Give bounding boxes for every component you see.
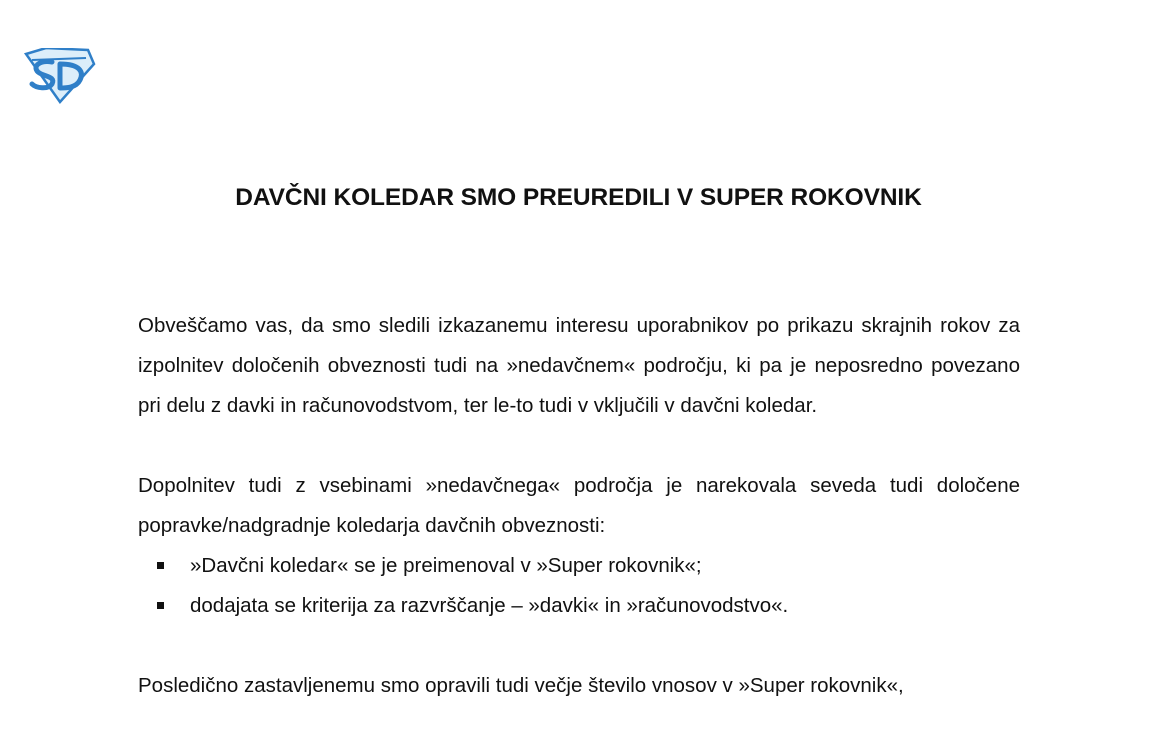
paragraph-supplement: Dopolnitev tudi z vsebinami »nedavčnega« področja je narekovala seveda tudi določene popravke/nadgradnje koledarja davčnih obveznosti: <box>138 474 1020 537</box>
list-item-text: dodajata se kriterija za razvrščanje – »davki« in »računovodstvo«. <box>190 594 789 617</box>
list-item <box>138 586 1020 626</box>
paragraph-consequence: Posledično zastavljenemu smo opravili tudi večje število vnosov v »Super rokovnik«, <box>138 674 904 697</box>
paragraph-intro: Obveščamo vas, da smo sledili izkazanemu interesu uporabnikov po prikazu skrajnih rokov za izpolnitev določenih obveznosti tudi na »nedavčnem« področju, ki pa je neposredno povezano pri delu z davki in računovodstvom, ter le-to tudi v vključili v davčni koledar. <box>138 314 1020 417</box>
list-item <box>138 546 1020 586</box>
bullet-square-icon <box>157 562 164 569</box>
list-item-text: »Davčni koledar« se je preimenoval v »Super rokovnik«; <box>190 554 702 577</box>
changes-list <box>138 546 1020 626</box>
company-logo-icon <box>22 48 96 104</box>
document-title: DAVČNI KOLEDAR SMO PREUREDILI V SUPER ROKOVNIK <box>235 184 922 211</box>
document-body <box>138 306 1020 706</box>
bullet-square-icon <box>157 602 164 609</box>
